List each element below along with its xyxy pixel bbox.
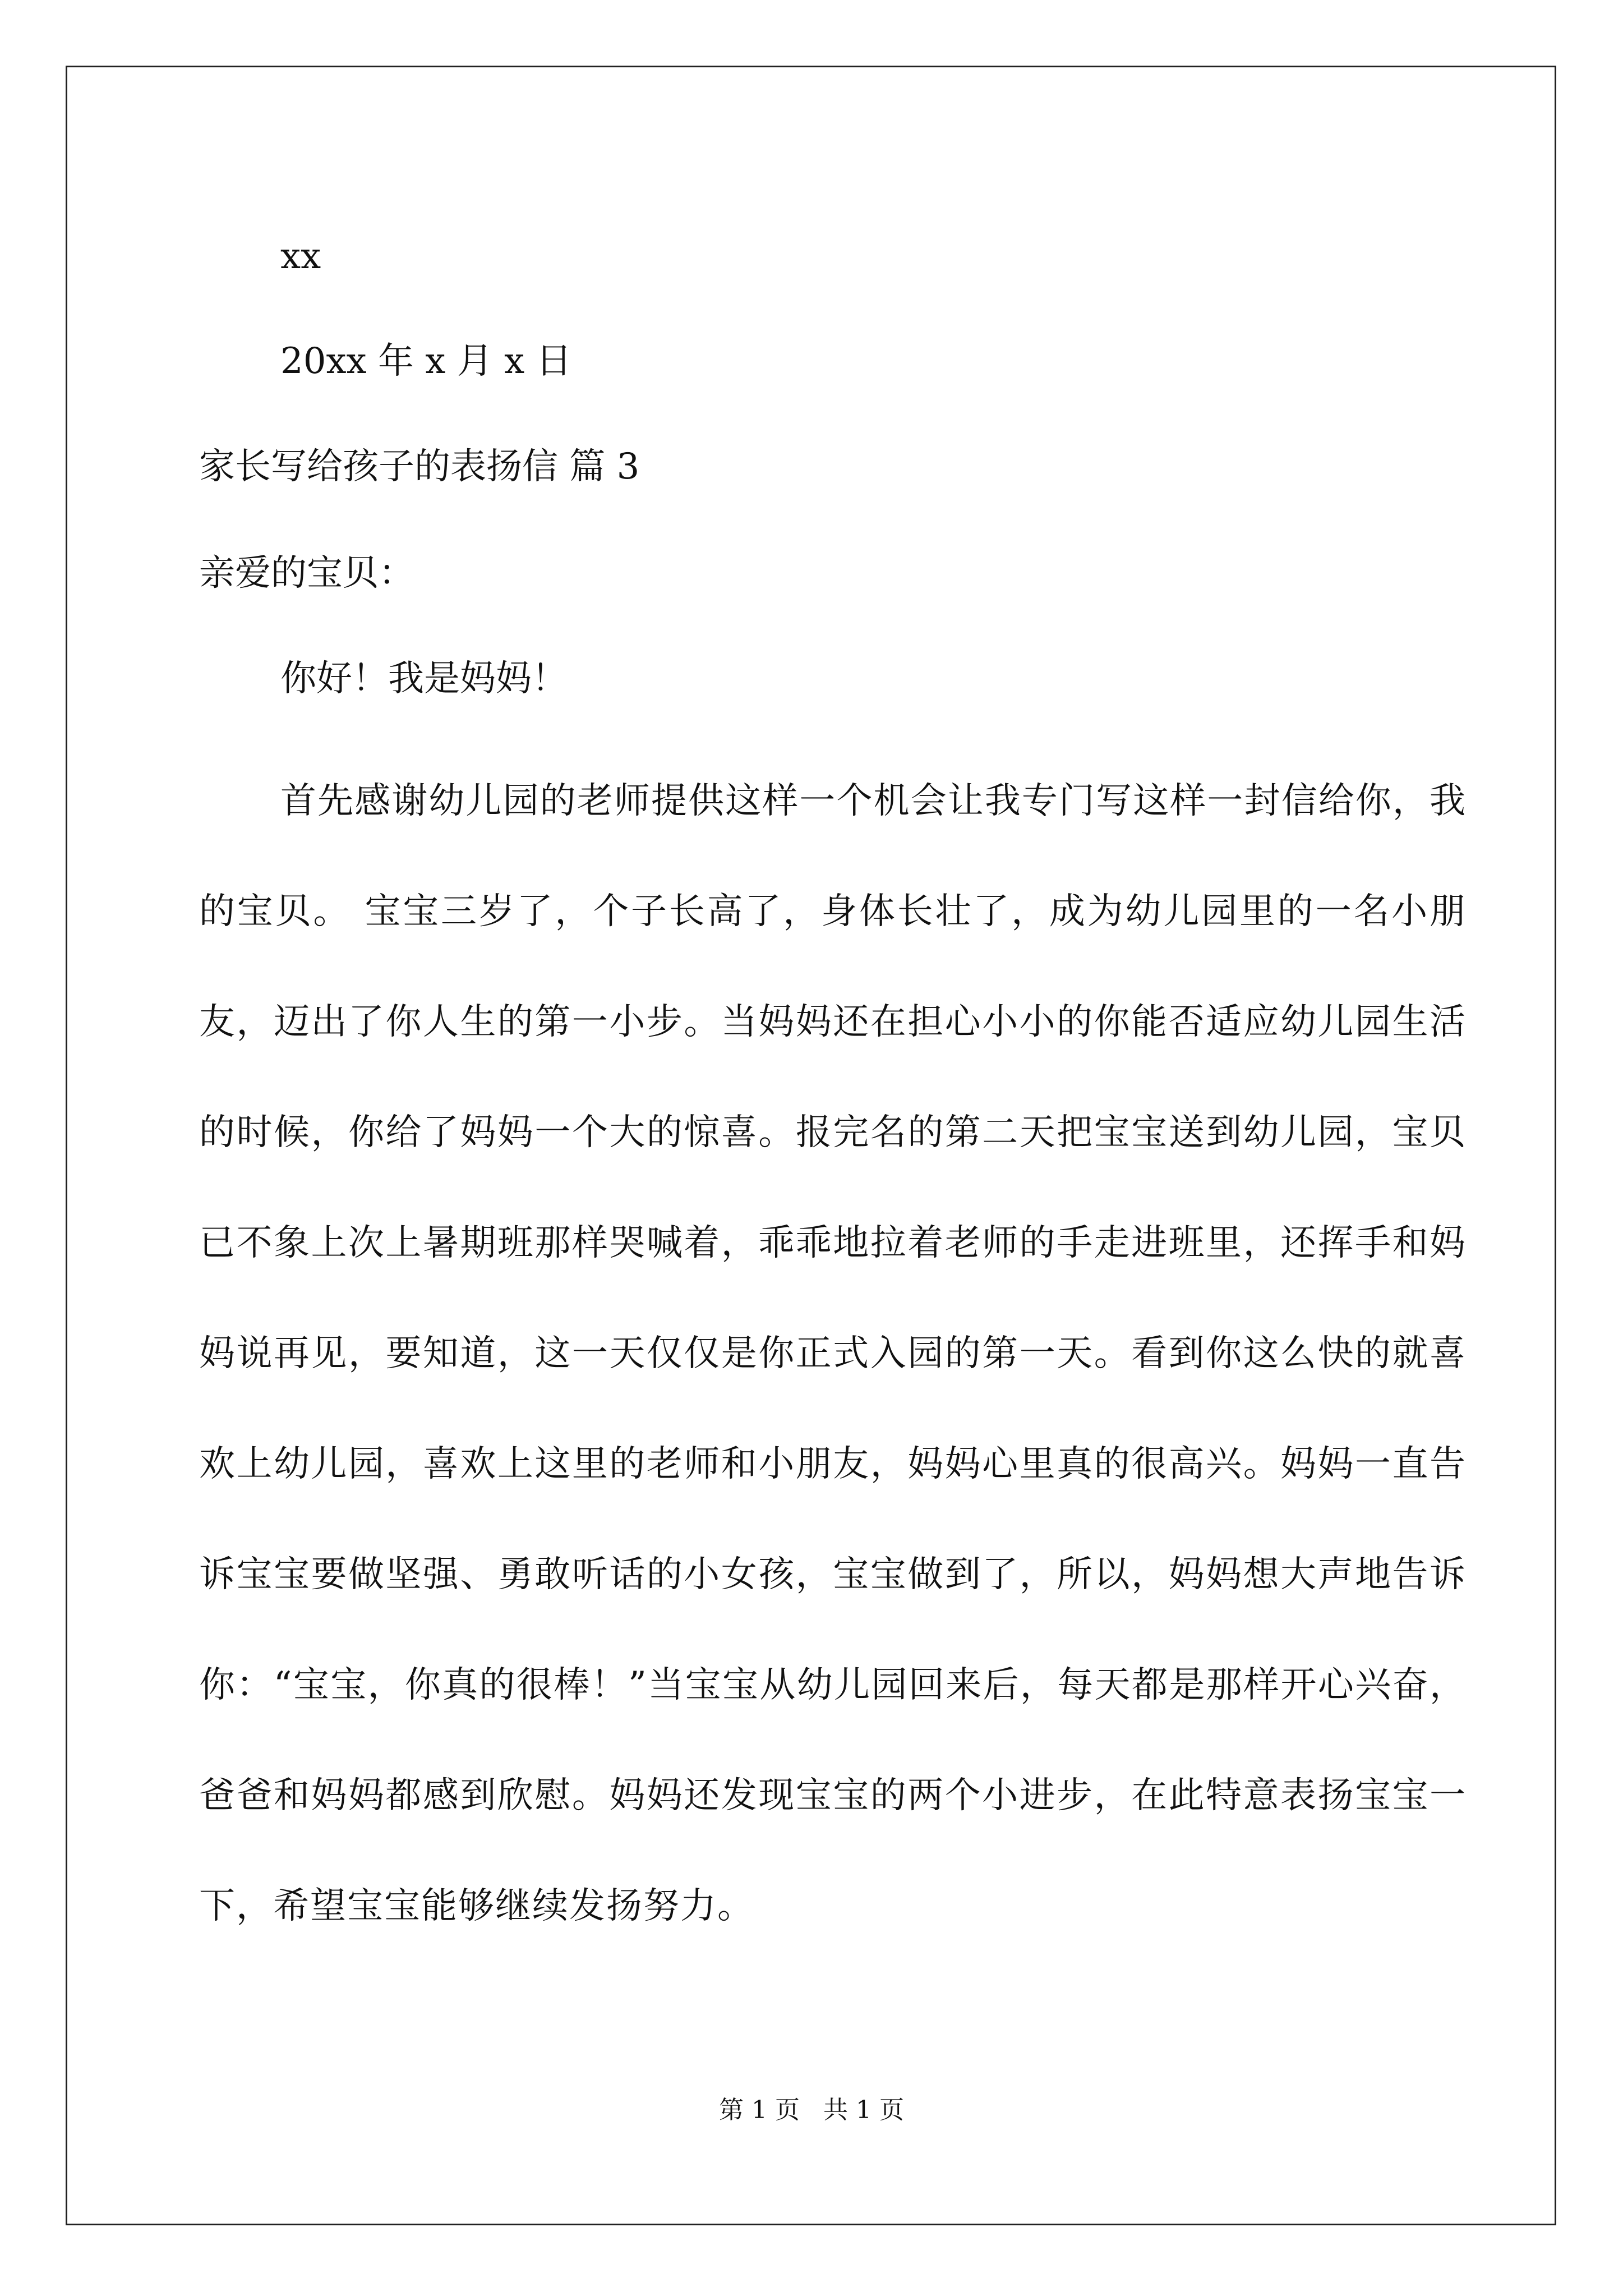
body-paragraph: 首先感谢幼儿园的老师提供这样一个机会让我专门写这样一封信给你，我的宝贝。 宝宝三岁了，个子长高了，身体长壮了，成为幼儿园里的一名小朋友，迈出了你人生的第一小步。当妈妈还在担心小小的你能否适应幼儿园生活的时候，你给了妈妈一个大的惊喜。报完名的第二天把宝宝送到幼儿园，宝贝已不象上次上暑期班那样哭喊着，乖乖地拉着老师的手走进班里，还挥手和妈妈说再见，要知道，这一天仅仅是你正式入园的第一天。看到你这么快的就喜欢上幼儿园，喜欢上这里的老师和小朋友，妈妈心里真的很高兴。妈妈一直告诉宝宝要做坚强、勇敢听话的小女孩，宝宝做到了，所以，妈妈想大声地告诉你：“宝宝，你真的很棒！”当宝宝从幼儿园回来后，每天都是那样开心兴奋，爸爸和妈妈都感到欣慰。妈妈还发现宝宝的两个小进步，在此特意表扬宝宝一下，希望宝宝能够继续发扬努力。 <box>199 780 1467 1927</box>
page-footer: 第 1 页 共 1 页 <box>719 2096 904 2124</box>
section-title: 家长写给孩子的表扬信 篇 3 <box>199 446 640 487</box>
greeting: 你好！我是妈妈！ <box>280 658 568 700</box>
signature: xx <box>280 236 321 277</box>
letter-date: 20xx 年 x 月 x 日 <box>280 341 572 382</box>
salutation: 亲爱的宝贝： <box>199 553 414 594</box>
